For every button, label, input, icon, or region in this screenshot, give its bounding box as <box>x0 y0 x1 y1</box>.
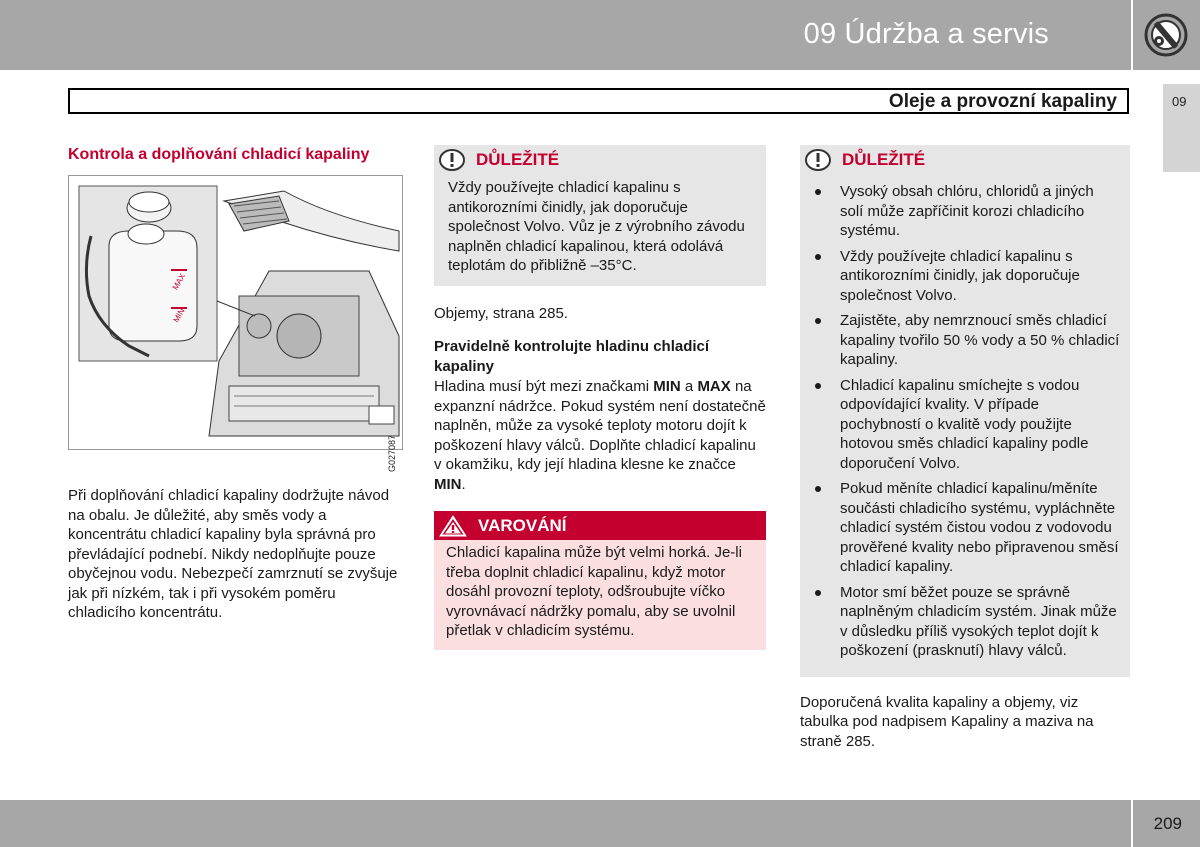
coolant-body-text: Při doplňování chladicí kapaliny dodržujte návod na obalu. Je důležité, aby směs vody a koncentrátu chladicí kapaliny byla správná pro převládající podnebí. Nikdy nedoplňujte pouze obyčejnou vodu. Nebezpečí zamrznutí se zvyšuje jak při nízkém, tak i při vysokém poměru chladicího koncentrátu. <box>68 487 398 621</box>
section-title: Oleje a provozní kapaliny <box>888 91 1117 112</box>
side-tab-label: 09 <box>1172 94 1187 109</box>
coolant-illustration <box>68 175 403 473</box>
level-text-part: a <box>680 378 698 395</box>
chapter-icon-box <box>1133 0 1200 70</box>
max-mark: MAX <box>697 378 731 395</box>
list-item: Pokud měníte chladicí kapalinu/měníte součásti chladicího systému, vypláchněte chladicí systém čistou vodou z vodovodu prověřené kvality nebo připravenou směsí chladicí kapaliny. <box>800 479 1120 577</box>
volumes-reference: Objemy, strana 285. <box>434 304 568 322</box>
list-item: Vždy používejte chladicí kapalinu s antikorozními činidly, jak doporučuje společnost Volvo. <box>800 247 1120 306</box>
footer-bar <box>0 800 1131 847</box>
important-text: Vždy používejte chladicí kapalinu s antikorozními činidly, jak doporučuje společnost Volvo. Vůz je z výrobního závodu naplněn chladicí kapalinou, která odolává teplotám do přibližně –35°C. <box>448 179 745 274</box>
exclamation-icon <box>804 149 832 171</box>
section-frame <box>68 88 1129 114</box>
exclamation-icon <box>438 149 466 171</box>
min-mark: MIN <box>434 475 462 493</box>
column-middle <box>434 145 766 650</box>
level-text-part: . <box>461 475 466 493</box>
important-box-header <box>434 145 766 174</box>
column-left <box>68 145 403 623</box>
level-text-part: na expanzní nádržce. Pokud systém není dostatečně naplněn, může za vysoké teploty motoru dojít k poškození hlavy válců. Doplňte chladicí kapalinu v okamžiku, kdy její hladina klesne ke značce <box>434 378 766 473</box>
warning-box-body <box>434 540 766 650</box>
warning-label: VAROVÁNÍ <box>478 515 567 535</box>
coolant-heading: Kontrola a doplňování chladicí kapaliny <box>68 146 370 163</box>
recommended-quality-text: Doporučená kvalita kapaliny a objemy, viz tabulka pod nadpisem Kapaliny a maziva na straně 285. <box>800 693 1094 750</box>
important-box <box>434 145 766 286</box>
warning-box <box>434 511 766 650</box>
list-item: Motor smí běžet pouze se správně naplněným chladicím systém. Jinak může v důsledku příliš vysokých teplot dojít k poškození (prasknutí) hlavy válců. <box>800 583 1120 661</box>
min-mark: MIN <box>653 378 681 395</box>
important-list-header <box>800 145 1130 174</box>
list-item: Vysoký obsah chlóru, chloridů a jiných solí může zapříčinit korozi chladicího systému. <box>800 182 1120 241</box>
level-subheading: Pravidelně kontrolujte hladinu chladicí kapaliny <box>434 338 710 375</box>
warning-box-header <box>434 511 766 540</box>
level-text <box>434 377 766 494</box>
list-item: Zajistěte, aby nemrznoucí směs chladicí kapaliny tvořilo 50 % vody a 50 % chladicí kapaliny. <box>800 311 1120 370</box>
min-mark-label: MIN <box>171 306 187 324</box>
figure-code: G027087 <box>387 435 397 473</box>
warning-text: Chladicí kapalina může být velmi horká. Je-li třeba doplnit chladicí kapalinu, když motor dosáhl provozní teploty, odšroubujte víčko vyrovnávací nádržky pomalu, aby se uvolnil přetlak v chladicím systému. <box>446 544 742 639</box>
warning-triangle-icon <box>438 514 468 538</box>
chapter-side-tab <box>1163 84 1200 172</box>
wrench-gear-icon <box>1143 12 1189 58</box>
column-right <box>800 145 1130 751</box>
header-bar <box>0 0 1131 70</box>
important-label: DŮLEŽITÉ <box>476 149 560 169</box>
level-text-part: Hladina musí být mezi značkami <box>434 378 654 395</box>
important-bullet-list <box>800 174 1130 677</box>
important-box-body <box>434 174 766 286</box>
chapter-title: 09 Údržba a servis <box>803 18 1049 50</box>
important-label: DŮLEŽITÉ <box>842 149 926 169</box>
page-number: 209 <box>1153 814 1182 833</box>
list-item: Chladicí kapalinu smíchejte s vodou odpovídající kvality. V případe pochybností o kvalitě vody použijte hotovou směs chladicí kapaliny podle doporučení Volvo. <box>800 376 1120 474</box>
page-number-box <box>1133 800 1200 847</box>
max-mark-label: MAX <box>170 271 188 292</box>
important-list-box <box>800 145 1130 677</box>
